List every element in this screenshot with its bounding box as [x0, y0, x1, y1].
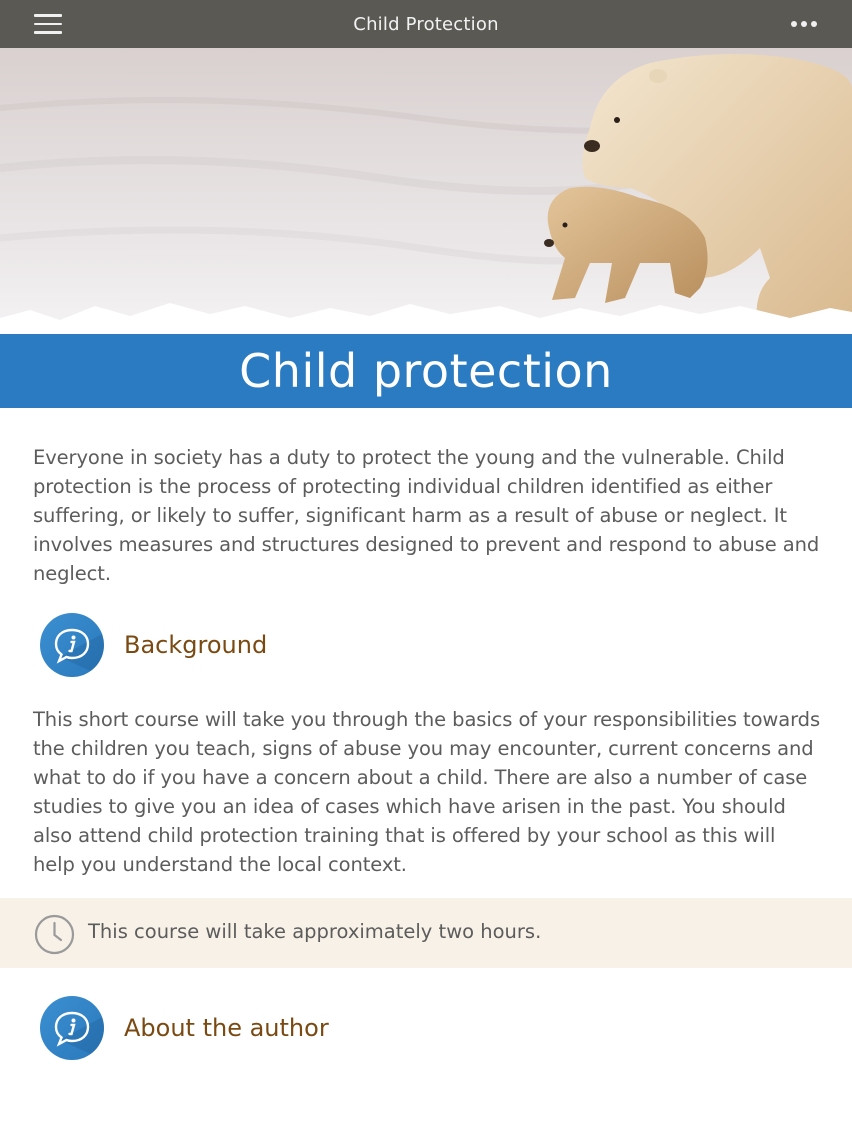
duration-notice — [0, 898, 852, 968]
background-paragraph: This short course will take you through the basics of your responsibilities towards the children you teach, signs of abuse you may encounter, current concerns and what to do if you have a concern about a child. There are also a number of case studies to give you an idea of cases which have arisen in the past. You should also attend child protection training that is offered by your school as this will help you understand the local context. — [33, 708, 821, 876]
top-app-bar — [0, 0, 852, 48]
background-label: Background — [124, 631, 268, 659]
page-title: Child protection — [239, 344, 613, 398]
about-author-label: About the author — [124, 1014, 329, 1042]
intro-paragraph: Everyone in society has a duty to protect the young and the vulnerable. Child protection is the process of protecting individual children identified as either suffering, or likely to suffer, significant harm as a result of abuse or neglect. It involves measures and structures designed to prevent and respond to abuse and neglect. — [33, 446, 820, 585]
info-speech-bubble-icon — [40, 613, 104, 677]
hamburger-menu-icon[interactable] — [28, 10, 68, 38]
background-section-link[interactable] — [40, 613, 267, 677]
more-options-icon[interactable] — [784, 10, 824, 38]
clock-icon — [34, 914, 75, 955]
about-author-section-link[interactable] — [40, 996, 329, 1060]
hero-image — [0, 48, 852, 334]
duration-text: This course will take approximately two hours. — [88, 920, 542, 943]
app-title: Child Protection — [353, 13, 499, 35]
page-title-banner — [0, 334, 852, 408]
info-speech-bubble-icon — [40, 996, 104, 1060]
polar-bears-illustration — [0, 48, 852, 334]
